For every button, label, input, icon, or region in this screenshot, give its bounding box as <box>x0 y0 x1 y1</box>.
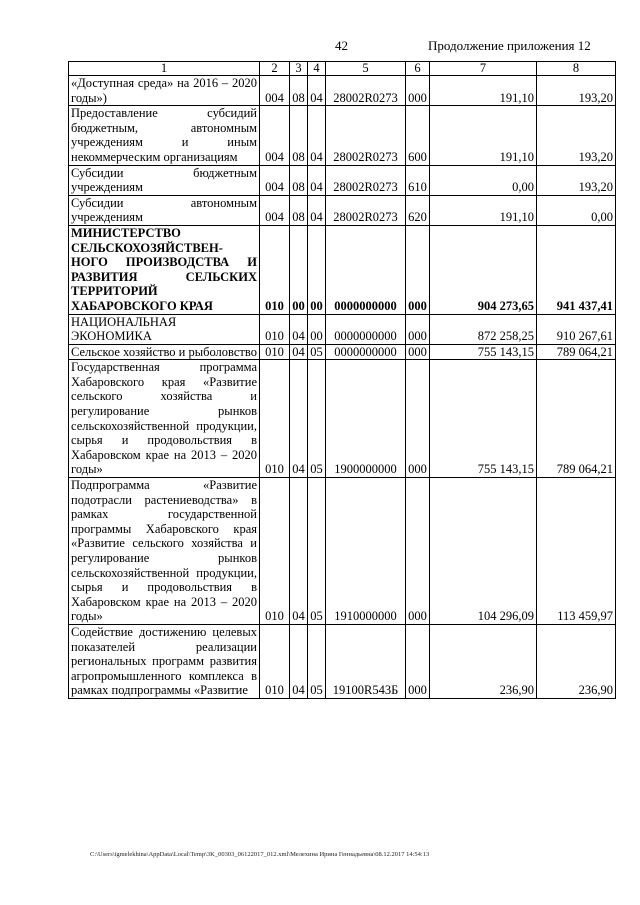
amount-year1: 0,00 <box>430 165 537 195</box>
amount-year2: 236,90 <box>537 624 616 698</box>
section-code: 04 <box>290 478 308 625</box>
row-name: «Доступная среда» на 2016 – 2020 годы») <box>69 76 260 106</box>
subsection-code: 05 <box>308 344 326 360</box>
target-article-code: 0000000000 <box>326 314 406 344</box>
row-name: НАЦИОНАЛЬНАЯ ЭКОНОМИКА <box>69 314 260 344</box>
section-code: 04 <box>290 624 308 698</box>
table-row <box>69 360 616 478</box>
col-header: 1 <box>69 62 260 76</box>
amount-year1: 191,10 <box>430 106 537 165</box>
row-name: Сельское хозяйство и рыболовство <box>69 344 260 360</box>
table-row-ministry <box>69 225 616 314</box>
expense-type-code: 000 <box>406 478 430 625</box>
amount-year1: 872 258,25 <box>430 314 537 344</box>
amount-year1: 755 143,15 <box>430 344 537 360</box>
target-article-code: 1900000000 <box>326 360 406 478</box>
row-name: Содействие достижению целевых показателей реализации региональных программ развития агропромышленного комплекса в рамках подпрограммы «Развитие <box>69 624 260 698</box>
amount-year2: 113 459,97 <box>537 478 616 625</box>
target-article-code: 1910000000 <box>326 478 406 625</box>
target-article-code: 19100R543Б <box>326 624 406 698</box>
budget-table <box>68 61 616 699</box>
col-header: 8 <box>537 62 616 76</box>
file-path-footer: C:\Users\igmelekhina\AppData\Local\Temp\3K_00303_06122017_012.xml\Мелехина Ирина Геннадьевна\08.12.2017 14:54:13 <box>90 851 430 858</box>
section-code: 04 <box>290 344 308 360</box>
table-row <box>69 76 616 106</box>
amount-year2: 941 437,41 <box>537 225 616 314</box>
expense-type-code: 600 <box>406 106 430 165</box>
amount-year1: 191,10 <box>430 76 537 106</box>
expense-type-code: 000 <box>406 225 430 314</box>
dept-code: 004 <box>260 165 290 195</box>
amount-year2: 193,20 <box>537 76 616 106</box>
section-code: 00 <box>290 225 308 314</box>
table-row <box>69 344 616 360</box>
section-code: 08 <box>290 165 308 195</box>
dept-code: 010 <box>260 478 290 625</box>
target-article-code: 28002R0273 <box>326 106 406 165</box>
amount-year1: 236,90 <box>430 624 537 698</box>
table-row <box>69 195 616 225</box>
dept-code: 010 <box>260 624 290 698</box>
amount-year2: 193,20 <box>537 165 616 195</box>
dept-code: 004 <box>260 195 290 225</box>
table-row <box>69 165 616 195</box>
dept-code: 010 <box>260 225 290 314</box>
subsection-code: 05 <box>308 360 326 478</box>
amount-year2: 910 267,61 <box>537 314 616 344</box>
table-row <box>69 478 616 625</box>
subsection-code: 04 <box>308 165 326 195</box>
table-row <box>69 624 616 698</box>
amount-year1: 904 273,65 <box>430 225 537 314</box>
section-code: 04 <box>290 314 308 344</box>
amount-year2: 789 064,21 <box>537 360 616 478</box>
col-header: 6 <box>406 62 430 76</box>
dept-code: 004 <box>260 76 290 106</box>
amount-year1: 755 143,15 <box>430 360 537 478</box>
expense-type-code: 610 <box>406 165 430 195</box>
row-name: Предоставление субсидий бюджетным, автономным учреждениям и иным некоммерческим организациям <box>69 106 260 165</box>
header-row <box>69 62 616 76</box>
amount-year1: 191,10 <box>430 195 537 225</box>
section-code: 08 <box>290 76 308 106</box>
row-name: Субсидии бюджетным учреждениям <box>69 165 260 195</box>
section-code: 08 <box>290 106 308 165</box>
amount-year2: 789 064,21 <box>537 344 616 360</box>
row-name: Государственная программа Хабаровского края «Развитие сельского хозяйства и регулирование рынков сельскохозяйственной продукции, сырья и продовольствия в Хабаровском крае на 2013 – 2020 годы» <box>69 360 260 478</box>
amount-year1: 104 296,09 <box>430 478 537 625</box>
table-row <box>69 106 616 165</box>
dept-code: 004 <box>260 106 290 165</box>
row-name: Подпрограмма «Развитие подотрасли растениеводства» в рамках государственной программы Хабаровского края «Развитие сельского хозяйства и регулирование рынков сельскохозяйственной продукции, сырья и продовольствия в Хабаровском крае на 2013 – 2020 годы» <box>69 478 260 625</box>
subsection-code: 04 <box>308 195 326 225</box>
subsection-code: 04 <box>308 106 326 165</box>
col-header: 4 <box>308 62 326 76</box>
page-number: 42 <box>335 38 348 53</box>
col-header: 7 <box>430 62 537 76</box>
subsection-code: 05 <box>308 478 326 625</box>
expense-type-code: 000 <box>406 624 430 698</box>
dept-code: 010 <box>260 344 290 360</box>
subsection-code: 04 <box>308 76 326 106</box>
amount-year2: 193,20 <box>537 106 616 165</box>
section-code: 08 <box>290 195 308 225</box>
table-row <box>69 314 616 344</box>
dept-code: 010 <box>260 360 290 478</box>
row-name: Субсидии автономным учреждениям <box>69 195 260 225</box>
continuation-title: Продолжение приложения 12 <box>428 38 591 53</box>
col-header: 2 <box>260 62 290 76</box>
expense-type-code: 000 <box>406 360 430 478</box>
target-article-code: 28002R0273 <box>326 195 406 225</box>
target-article-code: 0000000000 <box>326 344 406 360</box>
row-name: МИНИСТЕРСТВО СЕЛЬСКОХОЗЯЙСТВЕН-НОГО ПРОИЗВОДСТВА И РАЗВИТИЯ СЕЛЬСКИХ ТЕРРИТОРИЙ ХАБАРОВСКОГО КРАЯ <box>69 225 260 314</box>
expense-type-code: 000 <box>406 76 430 106</box>
subsection-code: 05 <box>308 624 326 698</box>
amount-year2: 0,00 <box>537 195 616 225</box>
expense-type-code: 000 <box>406 314 430 344</box>
expense-type-code: 000 <box>406 344 430 360</box>
col-header: 3 <box>290 62 308 76</box>
subsection-code: 00 <box>308 225 326 314</box>
dept-code: 010 <box>260 314 290 344</box>
target-article-code: 28002R0273 <box>326 76 406 106</box>
target-article-code: 28002R0273 <box>326 165 406 195</box>
target-article-code: 0000000000 <box>326 225 406 314</box>
col-header: 5 <box>326 62 406 76</box>
expense-type-code: 620 <box>406 195 430 225</box>
section-code: 04 <box>290 360 308 478</box>
subsection-code: 00 <box>308 314 326 344</box>
